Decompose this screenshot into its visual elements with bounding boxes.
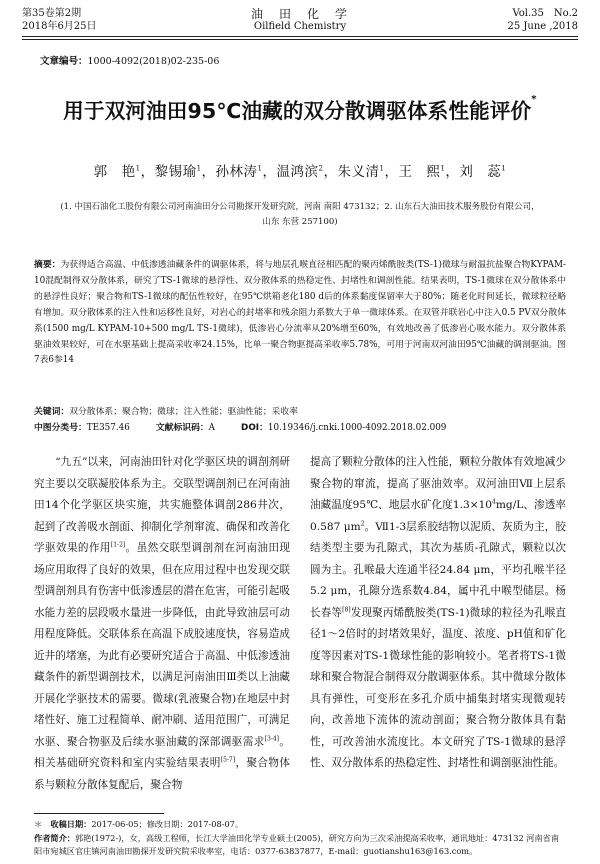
body-text: ，聚合物体系与颗粒分散体复配后，聚合物 (34, 757, 290, 791)
author: 温鸿滨$^2$ (276, 164, 324, 180)
classification (34, 421, 566, 436)
journal-en: Oilfield Chemistry (253, 20, 347, 32)
author: 郭 艳$^1$ (93, 164, 141, 180)
affiliation: (1. 中国石油化工股份有限公司河南油田分公司勘探开发研究院，河南 南阳 473132；2. 山东石大油田技术服务股份有限公司，山东 东营 257100) (60, 202, 540, 227)
citation: [3-4] (264, 734, 280, 742)
paper-title-text: 用于双河油田95℃油藏的双分散调驱体系性能评价 (63, 99, 532, 123)
keywords-label: 关键词： (34, 407, 70, 417)
footnote (34, 818, 566, 859)
journal-cn: 油 田 化 学 (250, 7, 349, 21)
body-text: 。虽然交联型调剖剂在河南油田现场应用取得了良好的效果，但在应用过程中也发现交联型调剖剂具有伤害中低渗透层的潜在危害，可能引起吸水能力差的层段吸水量进一步降低，由此导致油层可动用程度降低。交联体系在高温下成胶速度快，容易造成近井的堵塞，为此有必要研究适合于高温、中低渗透油藏条件的新型调剖技术，以满足河南油田Ⅲ类以上油藏开展化学驱技术的需要。微球(乳液聚合物)在地层中封堵性好、施工过程简单、耐冲刷、适用范围广，可满足水驱、聚合物驱及后续水驱油藏的深部调驱需求 (34, 542, 290, 748)
header-right (507, 8, 578, 33)
header-rule-thin (22, 39, 578, 40)
issue-cn: 第35卷第2期 (22, 8, 82, 19)
doi-label: DOI： (241, 423, 268, 433)
abstract-text: 为获得适合高温、中低渗透油藏条件的调驱体系，将与地层孔喉直径相匹配的聚丙烯酰胺类(TS-1)微球与耐温抗盐聚合物KYPAM-10混配制得双分散体系，研究了TS-1微球的悬浮性、双分散体系的热稳定性、封堵性和调剖性能。结果表明，TS-1微球在双分散体系中的悬浮性良好；聚合物和TS-1微球的配伍性较好，在95℃烘箱老化180 d后的体系黏度保留率大于80%；随老化时间延长，微球粒径略有增加。双分散体系的注入性和运移性良好，对岩心的封堵率和残余阻力系数大于单一微球体系。在双管并联岩心中注入0.5 PV双分散体系(1500 mg/L KYPAM-10+500 mg/L TS-1微球)，低渗岩心分流率从20%增至60%，有效地改善了低渗岩心吸水能力。双分散体系驱油效果较好，可在水驱基础上提高采收率24.15%，比单一聚合物驱提高采收率5.78%，可用于河南双河油田95℃油藏的调剖驱油。图7表6参14 (34, 260, 566, 366)
doc-code: A (208, 423, 216, 433)
author: 朱义清$^1$ (337, 164, 385, 180)
author: 黎锡瑜$^1$ (154, 164, 202, 180)
received-date: ＊ 收稿日期：2017-06-05；修改日期：2017-08-07。 (34, 819, 244, 829)
body-text: mg/L、渗透率0.587 μm (310, 499, 566, 533)
footnote-rule (34, 813, 164, 814)
body-text: 。相关基础研究资料和室内实验结果表明 (34, 735, 290, 769)
body-text: 发现聚丙烯酰胺类(TS-1)微球的粒径为孔喉直径1～2倍时的封堵效果好，温度、浓度、pH值和矿化度等因素对TS-1微球性能的影响较小。笔者将TS-1微球和聚合物混合制得双分散调驱体系。其中微球分散体具有弹性，可变形在多孔介质中捕集封堵实现微观转向，改善地下流体的流动剖面；聚合物分散体具有黏性，可改善油水流度比。本文研究了TS-1微球的悬浮性、双分散体系的热稳定性、封堵性和调剖驱油性能。 (310, 606, 567, 769)
header-rule (22, 36, 578, 37)
class-number: TE357.46 (86, 423, 130, 433)
author: 刘 蕊$^1$ (459, 164, 507, 180)
author: 王 熙$^1$ (398, 164, 446, 180)
article-number (40, 53, 219, 67)
keywords-text: 双分散体系；聚合物；微球；注入性能；驱油性能；采收率 (69, 407, 298, 417)
superscript: 2 (360, 519, 365, 527)
header-center (22, 8, 578, 33)
received-value: 2017-06-05；修改日期：2017-08-07。 (91, 819, 244, 829)
citation: [1-2] (110, 541, 126, 549)
citation: [8] (342, 605, 351, 613)
superscript: 4 (492, 498, 496, 506)
article-number-label: 文章编号： (40, 56, 88, 67)
abstract-label: 摘要： (34, 260, 61, 270)
body-column-left (34, 452, 290, 796)
date-cn: 2018年6月25日 (22, 20, 97, 32)
keywords (34, 405, 566, 420)
abstract (34, 258, 566, 369)
author: 孙林涛$^1$ (215, 164, 263, 180)
body-text: “九五”以来，河南油田针对化学驱区块的调剖剂研究主要以交联凝胶体系为主。交联型调剖剂已在河南油田14个化学驱区块实施，共实施整体调剖286井次，起到了改善吸水剖面、抑制化学剂窜流、确保和改善化学驱效果的作用 (34, 456, 290, 554)
article-number-value: 1000-4092(2018)02-235-06 (87, 56, 220, 67)
bio-text: 郭艳(1972-)，女，高级工程师，长江大学油田化学专业硕士(2005)，研究方向为三次采油提高采收率，通讯地址：473132 河南省南阳市宛城区官庄镇河南油田勘探开发研究院采收率室，电话：0377-63837877，E-mail：guotianshu163@163.com。 (34, 832, 560, 856)
class-label: 中图分类号： (34, 423, 87, 433)
paper-title (0, 94, 600, 124)
body-column-right (310, 452, 566, 775)
vol-en: Vol.35 No.2 (512, 8, 578, 19)
doc-code-label: 文献标识码： (155, 423, 209, 433)
author-bio (34, 832, 566, 859)
date-en: 25 June ,2018 (507, 20, 578, 32)
title-footnote-mark: * (531, 94, 537, 105)
bio-label: 作者简介： (34, 832, 75, 843)
citation: [5-7] (220, 756, 236, 764)
page-header (22, 8, 578, 34)
received-label: 收稿日期： (50, 819, 92, 829)
body-text: 提高了颗粒分散体的注入性能，颗粒分散体有效地减少聚合物的窜流，提高了驱油效率。双河油田Ⅶ上层系油藏温度95℃、地层水矿化度1.3×10 (310, 456, 566, 511)
doi-value: 10.19346/j.cnki.1000-4092.2018.02.009 (267, 423, 447, 433)
body-text: 。Ⅶ1-3层系胶结物以泥质、灰质为主，胶结类型主要为孔隙式，其次为基质-孔隙式，颗粒以次圆为主。孔喉最大连通半径24.84 μm，平均孔喉半径5.2 μm，孔隙分选系数4.84，属中孔中喉型储层。杨长春等 (310, 520, 566, 619)
author-list: 郭 艳$^1$，黎锡瑜$^1$，孙林涛$^1$，温鸿滨$^2$，朱义清$^1$，王 熙$^1$，刘 蕊$^1$ (93, 164, 507, 180)
